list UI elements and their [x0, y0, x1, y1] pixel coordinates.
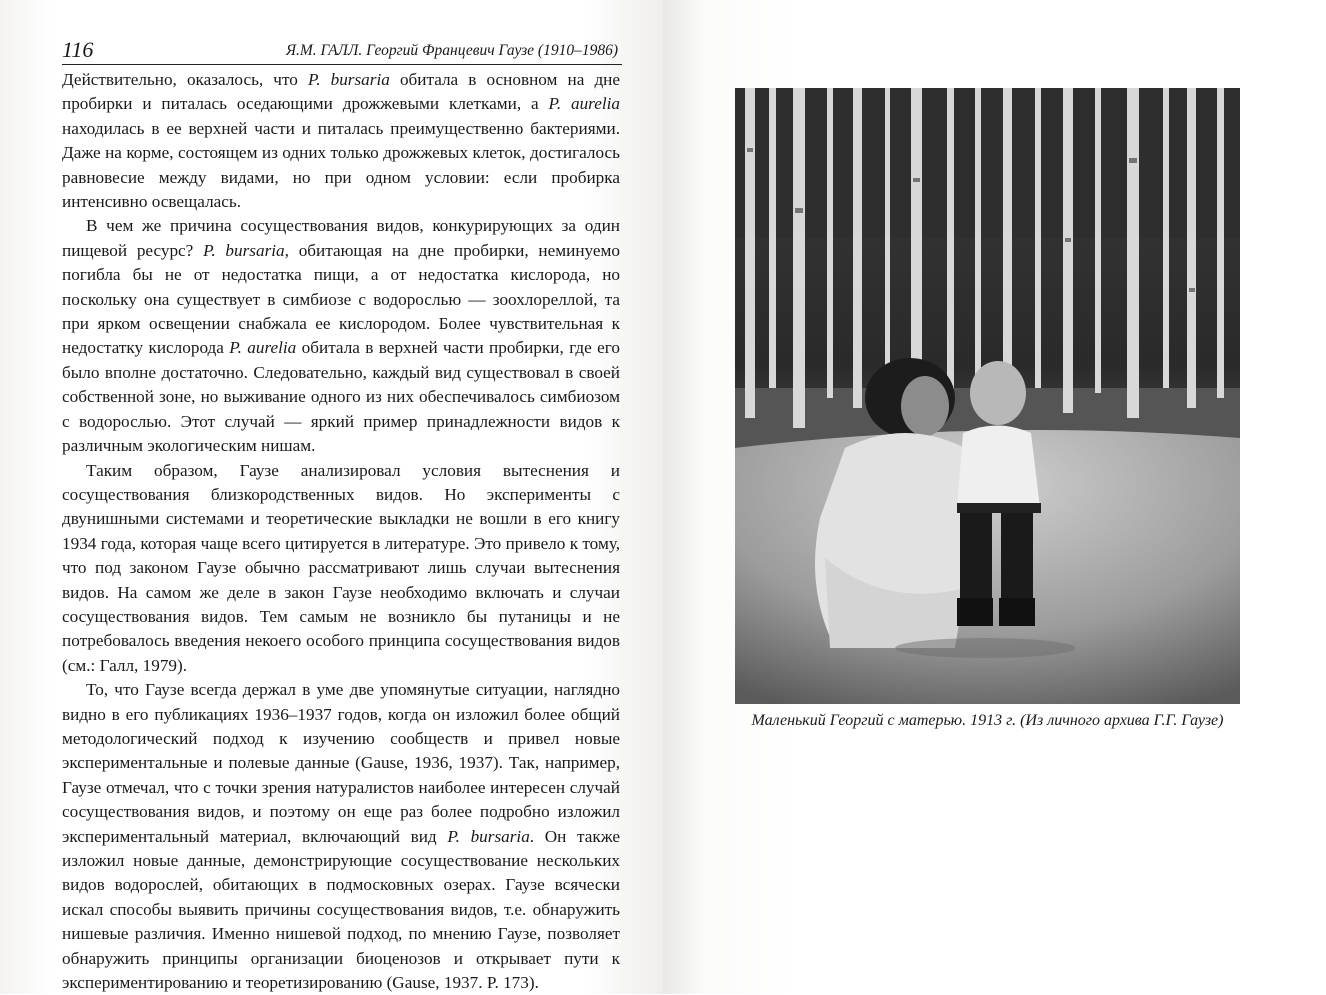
photo-mother-and-child	[735, 88, 1240, 704]
text-run: обитала в верхней части пробирки, где его было вполне достаточно. Следовательно, каждый вид существовал в своей собственной зоне, но выживание одного из них обеспечивалось симбиозом с водорослью. Этот случай — яркий пример принадлежности видов к различным экологическим нишам.	[62, 338, 620, 456]
species-name: P. bursaria	[203, 240, 285, 260]
text-run: обитала в основном на дне пробирки и питалась оседающими дрожжевыми клетками, а	[62, 70, 621, 114]
species-name: P. aurelia	[548, 94, 620, 114]
paragraph-2	[62, 214, 620, 458]
left-page	[0, 0, 663, 994]
photo-caption: Маленький Георгий с матерью. 1913 г. (Из личного архива Г.Г. Гаузе)	[751, 712, 1224, 729]
text-run: Таким образом, Гаузе анализировал условия вытеснения и сосуществования близкородственных видов. Но эксперименты с двунишными системами и теоретические выкладки не вошли в его книгу 1934 года, которая чаще всего цитируется в литературе. Это привело к тому, что под законом Гаузе обычно рассматривают лишь случаи вытеснения видов. На самом же деле в закон Гаузе необходимо включать и случаи сосуществования видов. Тем самым не возникло бы путаницы и не потребовалось введения некоего особого принципа сосуществования видов (см.: Галл, 1979).	[62, 460, 620, 675]
species-name: P. bursaria	[307, 70, 390, 89]
running-head: Я.М. ГАЛЛ. Георгий Францевич Гаузе (1910–1986)	[285, 42, 618, 59]
text-run: . Он также изложил новые данные, демонстрирующие сосуществование нескольких видов водорослей, обитающих в подмосковных озерах. Гаузе всячески искал способы выявить причины сосуществования видов, т.е. обнаружить нишевые различия. Именно нишевой подход, по мнению Гаузе, позволяет обнаружить принципы организации биоценозов и открывает пути к экспериментированию и теоретизированию (Gause, 1937. P. 173).	[62, 826, 621, 993]
page-header	[62, 38, 622, 65]
body-text	[62, 68, 620, 995]
species-name: P. aurelia	[229, 338, 297, 358]
text-run: То, что Гаузе всегда держал в уме две упомянутые ситуации, наглядно видно в его публикациях 1936–1937 годов, когда он изложил более общий методологический подход к изучению сообществ и привел новые экспериментальные и полевые данные (Gause, 1936, 1937). Так, например, Гаузе отмечал, что с точки зрения натуралистов наиболее интересен случай сосуществования видов, и поэтому он еще раз более подробно изложил экспериментальный материал, включающий вид	[62, 680, 620, 846]
text-run: Действительно, оказалось, что	[62, 70, 308, 89]
paragraph-3	[62, 459, 620, 679]
paragraph-4	[62, 678, 620, 995]
text-run: В чем же причина сосуществования видов, конкурирующих за один пищевой ресурс?	[62, 216, 620, 260]
text-run: находилась в ее верхней части и питалась преимущественно бактериями. Даже на корме, состоящем из одних только дрожжевых клеток, достигалось равновесие между видами, но при одном условии: если пробирка интенсивно освещалась.	[62, 118, 620, 212]
species-name: P. bursaria	[447, 826, 530, 846]
page-number: 116	[62, 37, 94, 62]
text-run: , обитающая на дне пробирки, неминуемо погибла бы не от недостатка пищи, а от недостатка кислорода, но поскольку она существует в симбиозе с водорослью — зоохлореллой, та при ярком освещении снабжала ее кислородом. Более чувствительная к недостатку кислорода	[62, 240, 620, 358]
paragraph-1	[62, 68, 620, 214]
